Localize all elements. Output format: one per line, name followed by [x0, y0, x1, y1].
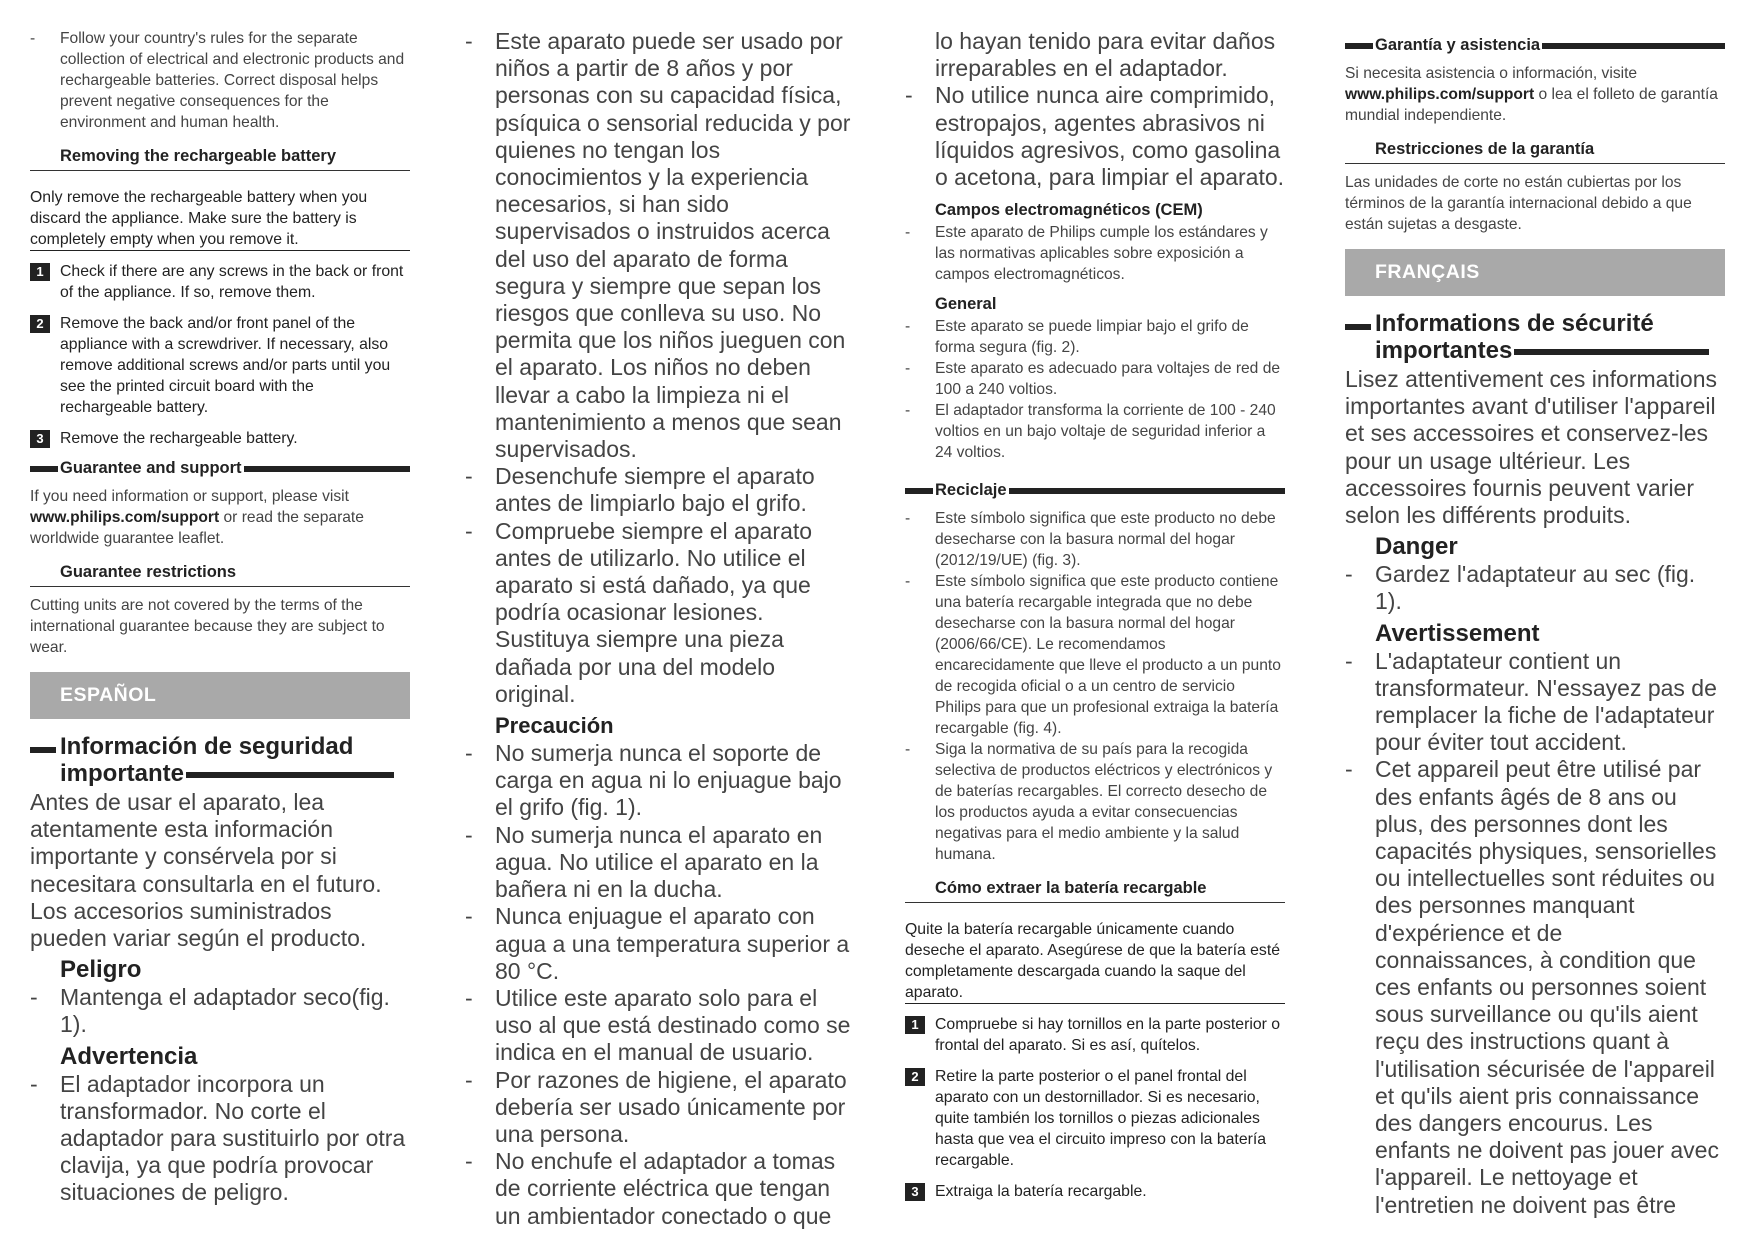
warning-item: - L'adaptateur contient un transformateur. N'essayez pas de remplacer la fiche de l'adaptateur pour éviter tout accident. — [1345, 648, 1725, 757]
column-2 — [465, 28, 860, 1230]
guarantee-heading: Guarantee and support — [30, 459, 410, 478]
general-item: - Este aparato es adecuado para voltajes de red de 100 a 240 voltios. — [905, 358, 1285, 400]
restrictions-heading: Guarantee restrictions — [30, 563, 410, 587]
caution-item: - No sumerja nunca el soporte de carga en agua ni lo enjuague bajo el grifo (fig. 1). — [465, 740, 860, 822]
emf-item: - Este aparato de Philips cumple los estándares y las normativas aplicables sobre exposición a campos electromagnéticos. — [905, 222, 1285, 285]
warning-item-children: - Este aparato puede ser usado por niños a partir de 8 años y por personas con su capacidad física, psíquica o sensorial reducida y por quienes no tengan los conocimientos y la experiencia necesarios, si han sido supervisados o instruidos acerca del uso del aparato de forma segura y siempre que sepan los riesgos que conlleva su uso. No permita que los niños jueguen con el aparato. Los niños no deben llevar a cabo la limpieza ni el mantenimiento a menos que sean supervisados. — [465, 28, 860, 463]
safety-heading: Información de seguridad importante — [30, 733, 410, 787]
safety-intro: Lisez attentivement ces informations importantes avant d'utiliser l'appareil et ses accessoires et conservez-les pour un usage ultérieur. Les accessoires fournis peuvent varier selon les différents produits. — [1345, 366, 1718, 529]
recycle-item: - Este símbolo significa que este producto contiene una batería recargable integrada que no debe desecharse con la basura normal del hogar (2006/66/CE). Le recomendamos encarecidamente que lleve el producto a un punto de recogida oficial o a un centro de servicio Philips para que un profesional extraiga la batería recargable (fig. 4). — [905, 571, 1285, 739]
support-link[interactable]: www.philips.com/support — [30, 509, 220, 526]
disposal-bullet: - Follow your country's rules for the separate collection of electrical and electronic products and rechargeable batteries. Correct disposal helps prevent negative consequences for the environment and human health. — [30, 28, 410, 133]
emf-heading: Campos electromagnéticos (CEM) — [935, 201, 1203, 220]
warning-item-unplug: - Desenchufe siempre el aparato antes de limpiarlo bajo el grifo. — [465, 463, 860, 517]
remove-battery-note: Only remove the rechargeable battery when you discard the appliance. Make sure the battery is completely empty when you remove it. — [30, 187, 410, 253]
danger-heading: Danger — [1375, 533, 1458, 561]
general-item: - Este aparato se puede limpiar bajo el grifo de forma segura (fig. 2). — [905, 316, 1285, 358]
warning-item: - Cet appareil peut être utilisé par des enfants âgés de 8 ans ou plus, des personnes dont les capacités physiques, sensorielles ou intellectuelles sont réduites ou des personnes manquant d'expérience et de connaissances, à condition que ces enfants ou personnes soient sous surveillance ou qu'ils aient reçu des instructions quant à l'utilisation sécurisée de l'appareil et qu'ils aient pris connaissance des dangers encourus. Les enfants ne doivent pas jouer avec l'appareil. Le nettoyage et l'entretien ne doivent pas être — [1345, 756, 1725, 1218]
recycle-item: - Siga la normativa de su país para la recogida selectiva de productos eléctricos y electrónicos y de baterías recargables. El correcto desecho de los productos ayuda a evitar consecuencias negativas para el medio ambiente y la salud humana. — [905, 739, 1285, 865]
lang-section-espanol: ESPAÑOL — [30, 672, 410, 719]
guarantee-text: If you need information or support, please visit www.philips.com/support or read the separate worldwide guarantee leaflet. — [30, 488, 364, 547]
column-3 — [905, 28, 1285, 1212]
lang-section-francais: FRANÇAIS — [1345, 249, 1725, 296]
continued-text: lo hayan tenido para evitar daños irreparables en el adaptador. — [935, 28, 1276, 82]
warning-heading: Avertissement — [1375, 619, 1540, 647]
step-1: 1 Check if there are any screws in the back or front of the appliance. If so, remove them. — [30, 261, 410, 303]
step-3: 3 Remove the rechargeable battery. — [30, 428, 410, 449]
extract-note: Quite la batería recargable únicamente cuando deseche el aparato. Asegúrese de que la batería esté completamente descargada cuando la saque del aparato. — [905, 919, 1285, 1006]
warning-item: - El adaptador incorpora un transformador. No corte el adaptador para sustituirlo por otra clavija, ya que podría provocar situaciones de peligro. — [30, 1071, 410, 1207]
restrictions-text: Cutting units are not covered by the terms of the international guarantee because they are subject to wear. — [30, 597, 385, 656]
warning-item-check: - Compruebe siempre el aparato antes de utilizarlo. No utilice el aparato si está dañado, ya que podría ocasionar lesiones. Sustituya siempre una pieza dañada por una del modelo original. — [465, 518, 860, 708]
caution-item: - No enchufe el adaptador a tomas de corriente eléctrica que tengan un ambientador conectado o que — [465, 1148, 860, 1230]
air-item: - No utilice nunca aire comprimido, estropajos, agentes abrasivos ni líquidos agresivos, como gasolina o acetona, para limpiar el aparato. — [905, 82, 1285, 191]
column-1 — [30, 28, 410, 1207]
step-3: 3 Extraiga la batería recargable. — [905, 1181, 1285, 1202]
recycle-heading: Reciclaje — [905, 481, 1285, 500]
caution-heading: Precaución — [495, 713, 614, 739]
extract-heading: Cómo extraer la batería recargable — [905, 879, 1285, 903]
danger-item: - Mantenga el adaptador seco(fig. 1). — [30, 984, 410, 1038]
support-link[interactable]: www.philips.com/support — [1345, 86, 1535, 103]
caution-item: - Nunca enjuague el aparato con agua a una temperatura superior a 80 °C. — [465, 903, 860, 985]
danger-item: - Gardez l'adaptateur au sec (fig. 1). — [1345, 561, 1725, 615]
guarantee-heading: Garantía y asistencia — [1345, 36, 1725, 55]
step-2: 2 Retire la parte posterior o el panel frontal del aparato con un destornillador. Si es necesario, quite también los tornillos o piezas adicionales hasta que vea el circuito impreso con la batería recargable. — [905, 1066, 1285, 1171]
caution-item: - Utilice este aparato solo para el uso al que está destinado como se indica en el manual de usuario. — [465, 985, 860, 1067]
step-1: 1 Compruebe si hay tornillos en la parte posterior o frontal del aparato. Si es así, quítelos. — [905, 1014, 1285, 1056]
safety-heading: Informations de sécurité importantes — [1345, 310, 1725, 364]
guarantee-text: Si necesita asistencia o información, visite www.philips.com/support o lea el folleto de garantía mundial independiente. — [1345, 65, 1718, 124]
general-heading: General — [935, 295, 997, 314]
restrictions-heading: Restricciones de la garantía — [1345, 140, 1725, 164]
recycle-item: - Este símbolo significa que este producto no debe desecharse con la basura normal del hogar (2012/19/UE) (fig. 3). — [905, 508, 1285, 571]
warning-heading: Advertencia — [60, 1042, 198, 1070]
step-2: 2 Remove the back and/or front panel of the appliance with a screwdriver. If necessary, also remove additional screws and/or parts until you see the printed circuit board with the rechargeable battery. — [30, 313, 410, 418]
caution-item: - No sumerja nunca el aparato en agua. No utilice el aparato en la bañera ni en la ducha. — [465, 822, 860, 904]
restrictions-text: Las unidades de corte no están cubiertas por los términos de la garantía internacional debido a que están sujetas a desgaste. — [1345, 174, 1692, 233]
column-4 — [1345, 28, 1725, 1219]
general-item: - El adaptador transforma la corriente de 100 - 240 voltios en un bajo voltaje de seguridad inferior a 24 voltios. — [905, 400, 1285, 463]
caution-item: - Por razones de higiene, el aparato debería ser usado únicamente por una persona. — [465, 1067, 860, 1149]
remove-battery-heading: Removing the rechargeable battery — [30, 147, 410, 171]
safety-intro: Antes de usar el aparato, lea atentamente esta información importante y consérvela por si necesitara consultarla en el futuro. Los accesorios suministrados pueden variar según el producto. — [30, 789, 382, 952]
danger-heading: Peligro — [60, 956, 142, 984]
